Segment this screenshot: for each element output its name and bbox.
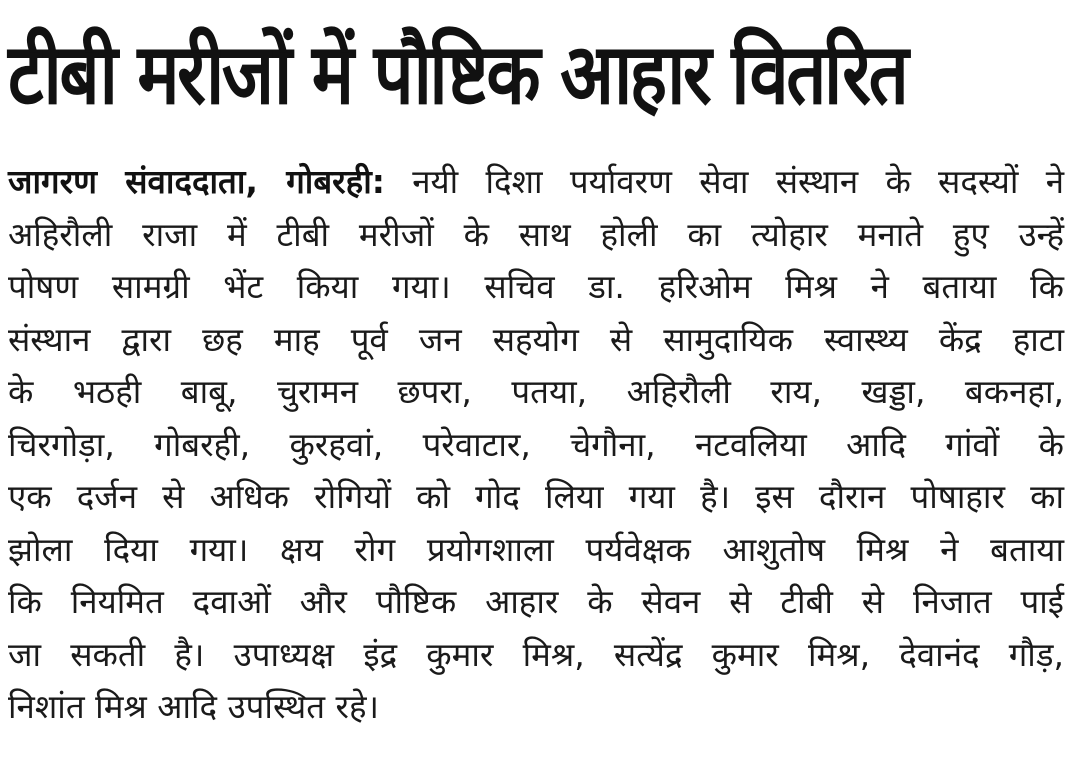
article-line-10: जा सकती है। उपाध्यक्ष इंद्र कुमार मिश्र, सत्येंद्र कुमार मिश्र, देवानंद गौड़, (8, 634, 1064, 674)
article-line-3: पोषण सामग्री भेंट किया गया। सचिव डा. हरिओम मिश्र ने बताया कि (8, 267, 1064, 306)
article-line-4: संस्थान द्वारा छह माह पूर्व जन सहयोग से सामुदायिक स्वास्थ्य केंद्र हाटा (8, 319, 1064, 359)
article-line-9: कि नियमित दवाओं और पौष्टिक आहार के सेवन से टीबी से निजात पाई (8, 582, 1064, 621)
article-line-7: एक दर्जन से अधिक रोगियों को गोद लिया गया है। इस दौरान पोषाहार का (8, 477, 1064, 516)
article-line-8: झोला दिया गया। क्षय रोग प्रयोगशाला पर्यवेक्षक आशुतोष मिश्र ने बताया (8, 529, 1064, 569)
article-line-11: निशांत मिश्र आदि उपस्थित रहे। (8, 687, 380, 726)
byline: जागरण संवाददाता, गोबरही: (8, 162, 385, 201)
headline: टीबी मरीजों में पौष्टिक आहार वितरित (8, 25, 907, 123)
article-body (8, 156, 1064, 734)
article-line-5: के भठही बाबू, चुरामन छपरा, पतया, अहिरौली राय, खड्डा, बकनहा, (8, 372, 1064, 411)
article-line-6: चिरगोड़ा, गोबरही, कुरहवां, परेवाटार, चेगौना, नटवलिया आदि गांवों के (8, 424, 1064, 464)
article-line-2: अहिरौली राजा में टीबी मरीजों के साथ होली का त्योहार मनाते हुए उन्हें (8, 214, 1064, 254)
article-line-1 (8, 156, 1064, 209)
article-lead: नयी दिशा पर्यावरण सेवा संस्थान के सदस्यों ने (384, 162, 1065, 201)
